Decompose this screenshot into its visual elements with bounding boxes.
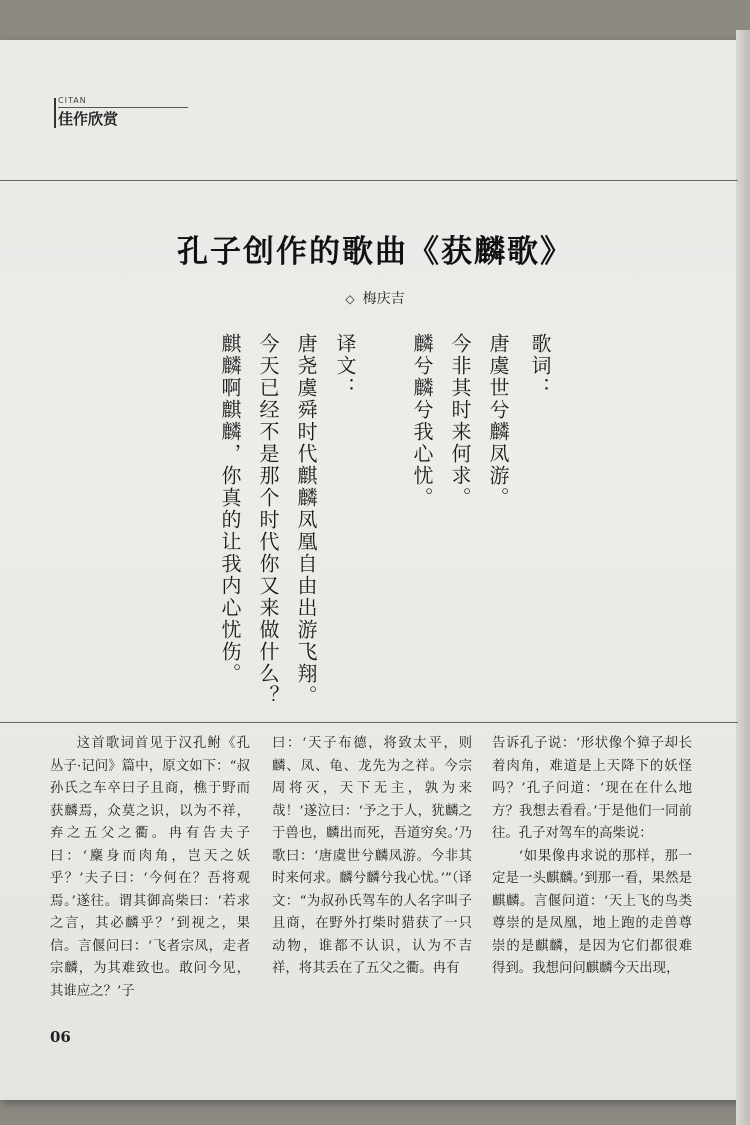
author-name: 梅庆吉	[362, 291, 405, 307]
top-divider	[0, 180, 738, 181]
translation-line-3: 麒麟啊麒麟，你真的让我内心忧伤。	[218, 333, 242, 685]
body-paragraph: 曰：‘天子布德，将致太平，则麟、凤、龟、龙先为之祥。今宗周将灭，天下无主，孰为来哉！’遂泣曰：‘予之于人，犹麟之于兽也，麟出而死，吾道穷矣。’乃歌曰：‘唐虞世兮麟凤游。今非其时来何求。麟兮麟兮我心忧。’”（译文：“为叔孙氏驾车的人名字叫子且商，在野外打柴时猎获了一只动物，谁都不认识，认为不吉祥，将其丢在了五父之衢。冉有	[272, 736, 472, 976]
body-paragraph: 告诉孔子说：‘形状像个獐子却长着肉角，难道是上天降下的妖怪吗？’孔子问道：‘现在在什么地方？我想去看看。’于是他们一同前往。孔子对驾车的高柴说：	[492, 736, 692, 841]
section-title: 佳作欣赏	[58, 110, 119, 128]
lyrics-line-1: 唐虞世兮麟凤游。	[486, 333, 510, 509]
lyrics-line-3: 麟兮麟兮我心忧。	[410, 333, 434, 509]
body-column-2	[272, 733, 472, 981]
translation-line-2: 今天已经不是那个时代你又来做什么？	[256, 333, 280, 707]
page-edge	[736, 30, 750, 1125]
diamond-icon: ◇	[345, 292, 355, 306]
translation-line-1: 唐尧虞舜时代麒麟凤凰自由出游飞翔。	[294, 333, 318, 707]
translation-label: 译文：	[333, 333, 357, 399]
page-number: 06	[50, 1028, 71, 1046]
middle-divider	[0, 722, 738, 723]
lyrics-line-2: 今非其时来何求。	[448, 333, 472, 509]
article-title: 孔子创作的歌曲《获麟歌》	[177, 234, 573, 270]
body-paragraph: 这首歌词首见于汉孔鲋《孔丛子·记问》篇中，原文如下：“叔孙氏之车卒曰子且商，樵于野而获麟焉，众莫之识，以为不祥，弃之五父之衢。冉有告夫子曰：‘麇身而肉角，岂天之妖乎？’夫子曰：‘今何在？吾将观焉。’遂往。谓其御高柴曰：‘若求之言，其必麟乎？’到视之，果信。言偃问曰：‘飞者宗凤，走者宗麟，为其难致也。敢问今见，其谁应之？’子	[50, 736, 250, 999]
section-code: CITAN	[58, 96, 87, 105]
header-bar	[54, 98, 56, 128]
body-paragraph: ‘如果像冉求说的那样，那一定是一头麒麟。’到那一看，果然是麒麟。言偃问道：‘天上飞的鸟类尊崇的是凤凰，地上跑的走兽尊崇的是麒麟，是因为它们都很难得到。我想问问麒麟今天出现，	[492, 848, 692, 976]
body-column-1	[50, 733, 250, 1003]
author-line	[0, 288, 750, 308]
lyrics-label: 歌词：	[528, 333, 552, 399]
body-column-3	[492, 733, 692, 981]
